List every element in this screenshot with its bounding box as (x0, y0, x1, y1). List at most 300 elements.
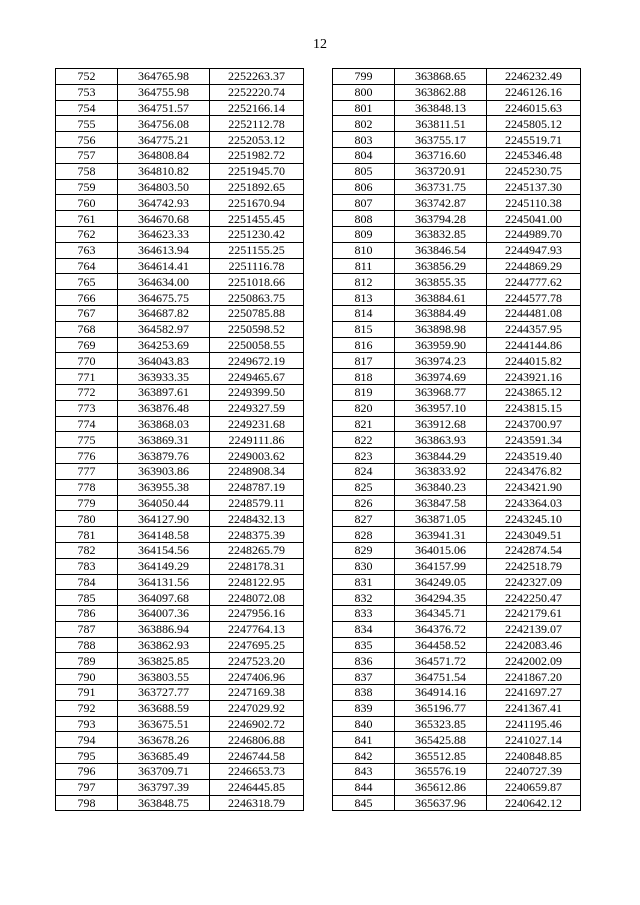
x-coordinate-cell: 364157.99 (395, 558, 487, 574)
point-number-cell: 762 (56, 226, 118, 242)
table-row (56, 779, 304, 795)
table-row (333, 226, 581, 242)
x-coordinate-cell: 363886.94 (118, 621, 210, 637)
point-number-cell: 827 (333, 511, 395, 527)
y-coordinate-cell: 2242139.07 (487, 621, 581, 637)
table-row (56, 369, 304, 385)
point-number-cell: 813 (333, 290, 395, 306)
y-coordinate-cell: 2240727.39 (487, 764, 581, 780)
y-coordinate-cell: 2243245.10 (487, 511, 581, 527)
x-coordinate-cell: 364613.94 (118, 242, 210, 258)
y-coordinate-cell: 2243476.82 (487, 463, 581, 479)
y-coordinate-cell: 2244357.95 (487, 321, 581, 337)
point-number-cell: 845 (333, 795, 395, 811)
point-number-cell: 769 (56, 337, 118, 353)
table-row (333, 479, 581, 495)
x-coordinate-cell: 363933.35 (118, 369, 210, 385)
y-coordinate-cell: 2242002.09 (487, 653, 581, 669)
table-row (333, 463, 581, 479)
table-row (56, 69, 304, 85)
table-row (333, 511, 581, 527)
x-coordinate-cell: 363879.76 (118, 448, 210, 464)
x-coordinate-cell: 363884.61 (395, 290, 487, 306)
y-coordinate-cell: 2243364.03 (487, 495, 581, 511)
y-coordinate-cell: 2247695.25 (210, 637, 304, 653)
point-number-cell: 842 (333, 748, 395, 764)
y-coordinate-cell: 2251230.42 (210, 226, 304, 242)
y-coordinate-cell: 2244869.29 (487, 258, 581, 274)
x-coordinate-cell: 364249.05 (395, 574, 487, 590)
table-row (56, 384, 304, 400)
table-row (56, 132, 304, 148)
point-number-cell: 831 (333, 574, 395, 590)
table-row (333, 558, 581, 574)
x-coordinate-cell: 364097.68 (118, 590, 210, 606)
table-row (333, 337, 581, 353)
x-coordinate-cell: 363912.68 (395, 416, 487, 432)
table-row (56, 321, 304, 337)
x-coordinate-cell: 363974.23 (395, 353, 487, 369)
y-coordinate-cell: 2248178.31 (210, 558, 304, 574)
table-row (333, 574, 581, 590)
point-number-cell: 781 (56, 527, 118, 543)
point-number-cell: 759 (56, 179, 118, 195)
x-coordinate-cell: 363974.69 (395, 369, 487, 385)
table-row (333, 211, 581, 227)
y-coordinate-cell: 2246744.58 (210, 748, 304, 764)
y-coordinate-cell: 2241867.20 (487, 669, 581, 685)
x-coordinate-cell: 363848.75 (118, 795, 210, 811)
point-number-cell: 796 (56, 764, 118, 780)
x-coordinate-cell: 363709.71 (118, 764, 210, 780)
point-number-cell: 808 (333, 211, 395, 227)
x-coordinate-cell: 364015.06 (395, 542, 487, 558)
x-coordinate-cell: 363846.54 (395, 242, 487, 258)
point-number-cell: 820 (333, 400, 395, 416)
x-coordinate-cell: 364614.41 (118, 258, 210, 274)
x-coordinate-cell: 365612.86 (395, 779, 487, 795)
y-coordinate-cell: 2251670.94 (210, 195, 304, 211)
point-number-cell: 814 (333, 305, 395, 321)
table-row (333, 242, 581, 258)
point-number-cell: 790 (56, 669, 118, 685)
point-number-cell: 806 (333, 179, 395, 195)
y-coordinate-cell: 2245041.00 (487, 211, 581, 227)
table-row (333, 795, 581, 811)
table-row (56, 163, 304, 179)
y-coordinate-cell: 2242874.54 (487, 542, 581, 558)
table-row (56, 242, 304, 258)
y-coordinate-cell: 2243049.51 (487, 527, 581, 543)
x-coordinate-cell: 364623.33 (118, 226, 210, 242)
x-coordinate-cell: 364803.50 (118, 179, 210, 195)
coordinates-table-right (332, 68, 581, 811)
point-number-cell: 836 (333, 653, 395, 669)
x-coordinate-cell: 363825.85 (118, 653, 210, 669)
y-coordinate-cell: 2241027.14 (487, 732, 581, 748)
y-coordinate-cell: 2249003.62 (210, 448, 304, 464)
y-coordinate-cell: 2248122.95 (210, 574, 304, 590)
point-number-cell: 826 (333, 495, 395, 511)
x-coordinate-cell: 363727.77 (118, 685, 210, 701)
y-coordinate-cell: 2250785.88 (210, 305, 304, 321)
table-row (56, 100, 304, 116)
table-row (333, 258, 581, 274)
table-row (333, 321, 581, 337)
point-number-cell: 832 (333, 590, 395, 606)
x-coordinate-cell: 363955.38 (118, 479, 210, 495)
x-coordinate-cell: 363675.51 (118, 716, 210, 732)
point-number-cell: 839 (333, 700, 395, 716)
x-coordinate-cell: 363688.59 (118, 700, 210, 716)
y-coordinate-cell: 2241697.27 (487, 685, 581, 701)
table-row (333, 637, 581, 653)
x-coordinate-cell: 363871.05 (395, 511, 487, 527)
x-coordinate-cell: 365196.77 (395, 700, 487, 716)
y-coordinate-cell: 2251018.66 (210, 274, 304, 290)
point-number-cell: 753 (56, 84, 118, 100)
table-row (56, 290, 304, 306)
table-row (56, 226, 304, 242)
table-row (333, 495, 581, 511)
point-number-cell: 765 (56, 274, 118, 290)
point-number-cell: 758 (56, 163, 118, 179)
y-coordinate-cell: 2251455.45 (210, 211, 304, 227)
point-number-cell: 797 (56, 779, 118, 795)
table-row (56, 116, 304, 132)
table-row (333, 69, 581, 85)
x-coordinate-cell: 364253.69 (118, 337, 210, 353)
point-number-cell: 793 (56, 716, 118, 732)
x-coordinate-cell: 364294.35 (395, 590, 487, 606)
x-coordinate-cell: 364043.83 (118, 353, 210, 369)
point-number-cell: 752 (56, 69, 118, 85)
y-coordinate-cell: 2249231.68 (210, 416, 304, 432)
table-row (56, 400, 304, 416)
y-coordinate-cell: 2246126.16 (487, 84, 581, 100)
x-coordinate-cell: 363755.17 (395, 132, 487, 148)
y-coordinate-cell: 2248375.39 (210, 527, 304, 543)
x-coordinate-cell: 364914.16 (395, 685, 487, 701)
table-row (333, 416, 581, 432)
point-number-cell: 817 (333, 353, 395, 369)
table-row (333, 732, 581, 748)
x-coordinate-cell: 364675.75 (118, 290, 210, 306)
point-number-cell: 770 (56, 353, 118, 369)
table-row (333, 448, 581, 464)
x-coordinate-cell: 365576.19 (395, 764, 487, 780)
table-row (56, 463, 304, 479)
y-coordinate-cell: 2248072.08 (210, 590, 304, 606)
table-row (333, 384, 581, 400)
x-coordinate-cell: 364810.82 (118, 163, 210, 179)
y-coordinate-cell: 2247406.96 (210, 669, 304, 685)
point-number-cell: 822 (333, 432, 395, 448)
table-row (56, 179, 304, 195)
point-number-cell: 835 (333, 637, 395, 653)
x-coordinate-cell: 363898.98 (395, 321, 487, 337)
x-coordinate-cell: 364756.08 (118, 116, 210, 132)
table-row (56, 511, 304, 527)
point-number-cell: 821 (333, 416, 395, 432)
x-coordinate-cell: 364751.54 (395, 669, 487, 685)
point-number-cell: 772 (56, 384, 118, 400)
y-coordinate-cell: 2248787.19 (210, 479, 304, 495)
y-coordinate-cell: 2240848.85 (487, 748, 581, 764)
y-coordinate-cell: 2246806.88 (210, 732, 304, 748)
y-coordinate-cell: 2243421.90 (487, 479, 581, 495)
point-number-cell: 756 (56, 132, 118, 148)
y-coordinate-cell: 2245137.30 (487, 179, 581, 195)
point-number-cell: 784 (56, 574, 118, 590)
table-row (333, 179, 581, 195)
table-row (333, 369, 581, 385)
table-row (56, 195, 304, 211)
table-row (56, 274, 304, 290)
point-number-cell: 791 (56, 685, 118, 701)
point-number-cell: 788 (56, 637, 118, 653)
table-row (56, 700, 304, 716)
x-coordinate-cell: 364765.98 (118, 69, 210, 85)
y-coordinate-cell: 2243519.40 (487, 448, 581, 464)
y-coordinate-cell: 2245346.48 (487, 147, 581, 163)
point-number-cell: 843 (333, 764, 395, 780)
y-coordinate-cell: 2251945.70 (210, 163, 304, 179)
point-number-cell: 771 (56, 369, 118, 385)
x-coordinate-cell: 364755.98 (118, 84, 210, 100)
table-row (56, 147, 304, 163)
table-row (333, 132, 581, 148)
x-coordinate-cell: 363941.31 (395, 527, 487, 543)
y-coordinate-cell: 2252166.14 (210, 100, 304, 116)
table-row (333, 748, 581, 764)
point-number-cell: 830 (333, 558, 395, 574)
point-number-cell: 757 (56, 147, 118, 163)
point-number-cell: 780 (56, 511, 118, 527)
x-coordinate-cell: 364376.72 (395, 621, 487, 637)
y-coordinate-cell: 2248908.34 (210, 463, 304, 479)
x-coordinate-cell: 364670.68 (118, 211, 210, 227)
table-row (56, 479, 304, 495)
point-number-cell: 774 (56, 416, 118, 432)
y-coordinate-cell: 2252220.74 (210, 84, 304, 100)
table-row (333, 84, 581, 100)
point-number-cell: 775 (56, 432, 118, 448)
y-coordinate-cell: 2250863.75 (210, 290, 304, 306)
table-row (333, 353, 581, 369)
table-row (56, 621, 304, 637)
table-row (333, 716, 581, 732)
point-number-cell: 789 (56, 653, 118, 669)
x-coordinate-cell: 363716.60 (395, 147, 487, 163)
table-row (56, 542, 304, 558)
table-row (56, 495, 304, 511)
x-coordinate-cell: 363797.39 (118, 779, 210, 795)
y-coordinate-cell: 2247029.92 (210, 700, 304, 716)
x-coordinate-cell: 363840.23 (395, 479, 487, 495)
point-number-cell: 773 (56, 400, 118, 416)
point-number-cell: 794 (56, 732, 118, 748)
y-coordinate-cell: 2244577.78 (487, 290, 581, 306)
x-coordinate-cell: 364687.82 (118, 305, 210, 321)
table-row (333, 116, 581, 132)
table-row (56, 353, 304, 369)
table-row (333, 700, 581, 716)
point-number-cell: 766 (56, 290, 118, 306)
y-coordinate-cell: 2248579.11 (210, 495, 304, 511)
x-coordinate-cell: 363847.58 (395, 495, 487, 511)
point-number-cell: 786 (56, 606, 118, 622)
x-coordinate-cell: 363863.93 (395, 432, 487, 448)
table-row (56, 669, 304, 685)
x-coordinate-cell: 363742.87 (395, 195, 487, 211)
table-row (333, 195, 581, 211)
y-coordinate-cell: 2242250.47 (487, 590, 581, 606)
point-number-cell: 799 (333, 69, 395, 85)
x-coordinate-cell: 364742.93 (118, 195, 210, 211)
y-coordinate-cell: 2252263.37 (210, 69, 304, 85)
point-number-cell: 787 (56, 621, 118, 637)
x-coordinate-cell: 363856.29 (395, 258, 487, 274)
point-number-cell: 763 (56, 242, 118, 258)
y-coordinate-cell: 2249465.67 (210, 369, 304, 385)
point-number-cell: 792 (56, 700, 118, 716)
y-coordinate-cell: 2246318.79 (210, 795, 304, 811)
y-coordinate-cell: 2251982.72 (210, 147, 304, 163)
x-coordinate-cell: 364154.56 (118, 542, 210, 558)
table-row (56, 416, 304, 432)
y-coordinate-cell: 2242518.79 (487, 558, 581, 574)
table-row (56, 590, 304, 606)
table-row (56, 606, 304, 622)
table-row (56, 748, 304, 764)
x-coordinate-cell: 364751.57 (118, 100, 210, 116)
table-row (56, 558, 304, 574)
y-coordinate-cell: 2244989.70 (487, 226, 581, 242)
table-row (333, 669, 581, 685)
x-coordinate-cell: 363869.31 (118, 432, 210, 448)
table-row (333, 527, 581, 543)
x-coordinate-cell: 363868.65 (395, 69, 487, 85)
y-coordinate-cell: 2251892.65 (210, 179, 304, 195)
x-coordinate-cell: 364131.56 (118, 574, 210, 590)
y-coordinate-cell: 2246015.63 (487, 100, 581, 116)
table-row (56, 258, 304, 274)
y-coordinate-cell: 2245805.12 (487, 116, 581, 132)
x-coordinate-cell: 363720.91 (395, 163, 487, 179)
x-coordinate-cell: 363862.93 (118, 637, 210, 653)
point-number-cell: 754 (56, 100, 118, 116)
x-coordinate-cell: 363685.49 (118, 748, 210, 764)
x-coordinate-cell: 364149.29 (118, 558, 210, 574)
table-row (333, 163, 581, 179)
y-coordinate-cell: 2244015.82 (487, 353, 581, 369)
point-number-cell: 844 (333, 779, 395, 795)
y-coordinate-cell: 2243700.97 (487, 416, 581, 432)
y-coordinate-cell: 2247956.16 (210, 606, 304, 622)
point-number-cell: 828 (333, 527, 395, 543)
y-coordinate-cell: 2252112.78 (210, 116, 304, 132)
x-coordinate-cell: 364458.52 (395, 637, 487, 653)
y-coordinate-cell: 2248265.79 (210, 542, 304, 558)
point-number-cell: 837 (333, 669, 395, 685)
x-coordinate-cell: 363848.13 (395, 100, 487, 116)
table-row (56, 653, 304, 669)
point-number-cell: 768 (56, 321, 118, 337)
point-number-cell: 801 (333, 100, 395, 116)
point-number-cell: 819 (333, 384, 395, 400)
table-row (333, 305, 581, 321)
table-row (56, 795, 304, 811)
table-row (333, 653, 581, 669)
y-coordinate-cell: 2249399.50 (210, 384, 304, 400)
point-number-cell: 824 (333, 463, 395, 479)
table-row (333, 779, 581, 795)
x-coordinate-cell: 363903.86 (118, 463, 210, 479)
table-row (333, 590, 581, 606)
point-number-cell: 778 (56, 479, 118, 495)
table-row (56, 574, 304, 590)
x-coordinate-cell: 364571.72 (395, 653, 487, 669)
point-number-cell: 815 (333, 321, 395, 337)
table-row (56, 448, 304, 464)
point-number-cell: 785 (56, 590, 118, 606)
table-row (56, 527, 304, 543)
table-row (333, 764, 581, 780)
y-coordinate-cell: 2245519.71 (487, 132, 581, 148)
table-row (56, 637, 304, 653)
point-number-cell: 782 (56, 542, 118, 558)
y-coordinate-cell: 2240642.12 (487, 795, 581, 811)
y-coordinate-cell: 2247169.38 (210, 685, 304, 701)
point-number-cell: 816 (333, 337, 395, 353)
point-number-cell: 838 (333, 685, 395, 701)
point-number-cell: 811 (333, 258, 395, 274)
point-number-cell: 834 (333, 621, 395, 637)
coordinates-table-left (55, 68, 304, 811)
x-coordinate-cell: 365323.85 (395, 716, 487, 732)
y-coordinate-cell: 2244947.93 (487, 242, 581, 258)
y-coordinate-cell: 2246653.73 (210, 764, 304, 780)
point-number-cell: 755 (56, 116, 118, 132)
y-coordinate-cell: 2242179.61 (487, 606, 581, 622)
table-row (56, 732, 304, 748)
y-coordinate-cell: 2251155.25 (210, 242, 304, 258)
point-number-cell: 798 (56, 795, 118, 811)
x-coordinate-cell: 364808.84 (118, 147, 210, 163)
point-number-cell: 776 (56, 448, 118, 464)
x-coordinate-cell: 364050.44 (118, 495, 210, 511)
y-coordinate-cell: 2243865.12 (487, 384, 581, 400)
table-row (333, 400, 581, 416)
y-coordinate-cell: 2249327.59 (210, 400, 304, 416)
y-coordinate-cell: 2249111.86 (210, 432, 304, 448)
table-row (56, 84, 304, 100)
x-coordinate-cell: 363731.75 (395, 179, 487, 195)
point-number-cell: 779 (56, 495, 118, 511)
y-coordinate-cell: 2246445.85 (210, 779, 304, 795)
table-row (333, 147, 581, 163)
table-row (56, 432, 304, 448)
point-number-cell: 764 (56, 258, 118, 274)
y-coordinate-cell: 2250058.55 (210, 337, 304, 353)
point-number-cell: 783 (56, 558, 118, 574)
x-coordinate-cell: 363855.35 (395, 274, 487, 290)
point-number-cell: 760 (56, 195, 118, 211)
point-number-cell: 829 (333, 542, 395, 558)
x-coordinate-cell: 363803.55 (118, 669, 210, 685)
y-coordinate-cell: 2245110.38 (487, 195, 581, 211)
